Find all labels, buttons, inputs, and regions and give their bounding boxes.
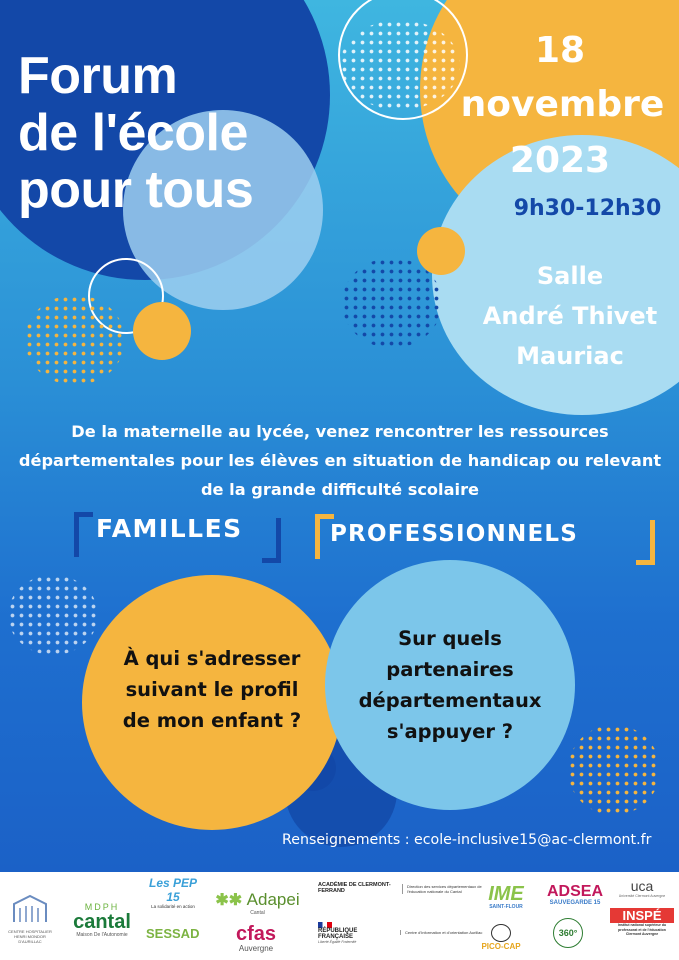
hospital-building-icon: [10, 894, 50, 924]
partner-logos-bar: [0, 872, 679, 960]
bear-icon: [491, 924, 511, 942]
dot-pattern-top: [340, 20, 460, 110]
adapei-people-icon: ✱✱: [215, 892, 243, 909]
question-pro-line-2: partenaires: [386, 658, 514, 681]
question-familles-line-3: de mon enfant ?: [122, 709, 302, 732]
venue-line-1: Salle: [536, 262, 604, 290]
question-familles-line-2: suivant le profil: [125, 678, 299, 701]
question-pro-line-3: départementaux: [358, 689, 542, 712]
title-line-2: de l'école: [18, 104, 248, 162]
dot-pattern-mid: [342, 258, 442, 348]
logo-adapei: ✱✱ Adapei Cantal: [215, 890, 300, 916]
bracket-familles-right: [262, 518, 281, 563]
date-day: 18: [534, 30, 586, 71]
audience-professionnels: PROFESSIONNELS: [330, 521, 578, 547]
venue-line-3: Mauriac: [516, 342, 624, 370]
circle-badge-icon: 360°: [553, 918, 583, 948]
question-professionnels: [335, 623, 565, 747]
audience-familles: FAMILLES: [96, 514, 243, 543]
date-year: 2023: [509, 140, 611, 181]
logo-republique-francaise: RÉPUBLIQUE FRANÇAISE Liberté Égalité Fraternité: [318, 922, 388, 944]
small-yellow-circle-left: [133, 302, 191, 360]
logo-dsden: Direction des services départementaux de l'éducation nationale du Cantal: [402, 884, 487, 894]
question-pro-line-1: Sur quels: [398, 627, 502, 650]
logo-pep15: Les PEP 15 La solidarité en action: [148, 876, 198, 909]
dot-pattern-left: [25, 295, 125, 385]
logo-academie: ACADÉMIE DE CLERMONT-FERRAND: [318, 882, 391, 894]
bracket-pro-right: [636, 520, 655, 565]
title-line-3: pour tous: [18, 161, 254, 219]
title-line-1: Forum: [18, 47, 178, 105]
logo-inspe: INSPÉ Institut national supérieur du professorat et de l'éducation Clermont Auvergne: [610, 908, 674, 937]
logo-cfas: cfas Auvergne: [235, 923, 277, 953]
question-familles: [82, 643, 342, 736]
poster-title: [18, 48, 328, 219]
venue-line-2: André Thivet: [482, 302, 658, 330]
question-pro-line-4: s'appuyer ?: [386, 720, 514, 743]
date-month: novembre: [460, 84, 665, 125]
intro-text: De la maternelle au lycée, venez rencontrer les ressources départementales pour les élèves en situation de handicap ou relevant de la grande difficulté scolaire: [18, 422, 662, 499]
contact-info[interactable]: Renseignements : ecole-inclusive15@ac-clermont.fr: [282, 832, 652, 848]
logo-cio: Centre d'Information et d'orientation Aurillac: [400, 930, 490, 935]
bracket-familles-left: [74, 512, 93, 557]
logo-adsea: ADSEA SAUVEGARDE 15: [546, 883, 603, 906]
question-familles-line-1: À qui s'adresser: [123, 647, 301, 670]
logo-mdph-cantal: MDPH cantal Maison De l'Autonomie: [73, 902, 131, 938]
logo-sessad: SESSAD: [146, 926, 200, 941]
logo-uca: uca Université Clermont Auvergne: [618, 878, 666, 898]
logo-centre-hospitalier: CENTRE HOSPITALIER HENRI MONDOR D'AURILLAC: [6, 894, 54, 944]
dot-pattern-bottom-right: [568, 725, 660, 815]
logo-ime: IME SAINT-FLOUR: [488, 883, 524, 910]
logo-360: [548, 918, 588, 948]
date-time: 9h30-12h30: [513, 196, 662, 221]
logo-pico-cap: PICO-CAP: [470, 924, 532, 951]
